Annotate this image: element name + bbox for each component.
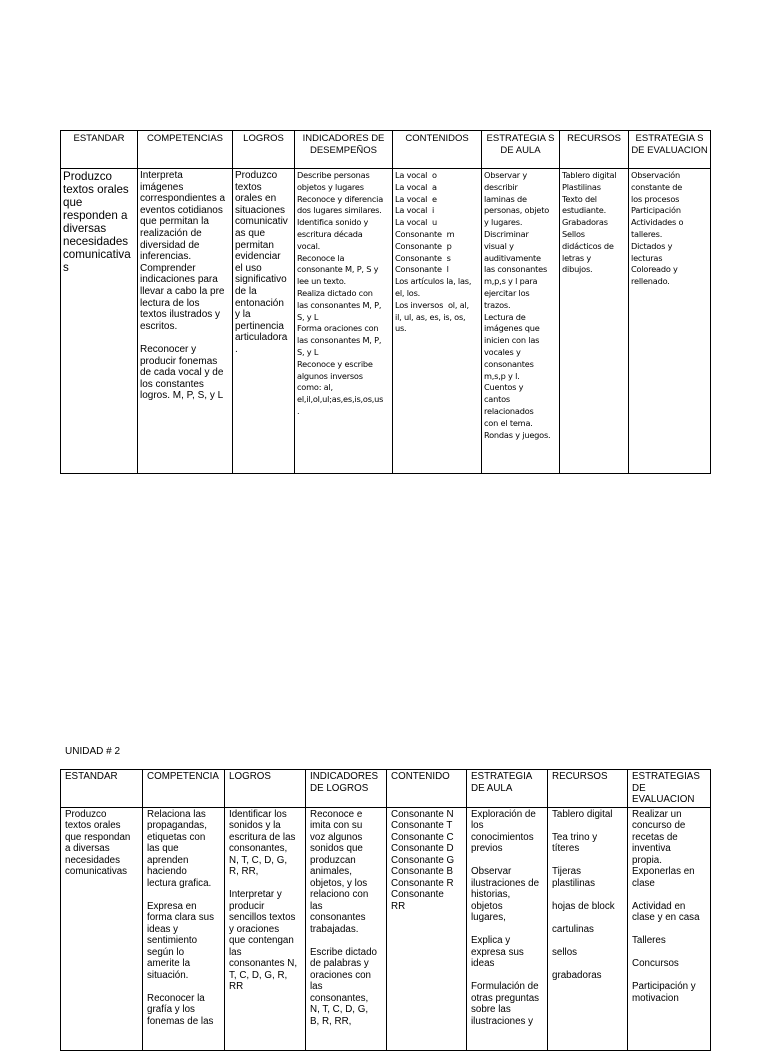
cell-line: propagandas, [147, 820, 207, 831]
cell-line: llevar a cabo la pre [140, 285, 225, 297]
cell-line: Actividad en [632, 900, 686, 912]
cell-line: describir [484, 181, 518, 192]
cell-line: necesidades [63, 235, 129, 248]
table-row [61, 169, 711, 474]
cell-line: las consonantes M, P, [297, 335, 382, 346]
cell-line: forma clara sus [147, 912, 214, 924]
cell-line: imágenes [140, 181, 184, 193]
cell-line: R, RR, [229, 866, 259, 877]
header-estrategia: ESTRATEGIA DE AULA [467, 770, 548, 808]
cell-line: aprenden [147, 854, 189, 866]
cell-line: Consonante N [391, 808, 454, 820]
cell-line: inventiva [632, 843, 671, 854]
header-estandar: ESTANDAR [61, 770, 143, 808]
cell-line: Coloreado y [631, 264, 678, 275]
blank-line [632, 889, 706, 901]
cell-line: correspondientes a [140, 193, 226, 205]
cell-indicadores [295, 169, 393, 474]
cell-line: consonantes [310, 912, 366, 923]
cell-estrategia [467, 807, 548, 1050]
cell-line: etiquetas con [147, 831, 206, 843]
cell-line: La vocal o [395, 170, 437, 180]
blank-line [552, 912, 623, 924]
cell-line: Reconoce e [310, 808, 363, 820]
unit-label: UNIDAD # 2 [65, 746, 121, 757]
cell-line: Consonante p [395, 240, 452, 251]
cell-competencia [143, 807, 225, 1050]
cell-line: Consonante l [395, 264, 449, 275]
cell-line: imágenes que [484, 323, 540, 334]
blank-line [552, 855, 623, 867]
cell-line: Observar y [484, 170, 527, 180]
table-header-row [61, 770, 711, 808]
cell-line: pertinencia [235, 320, 284, 332]
cell-line: el, los. [395, 287, 421, 298]
cell-line: plastilinas [552, 877, 596, 889]
cell-line: S, y L [297, 346, 319, 357]
cell-line: que contengan [229, 935, 294, 947]
cell-line: las [310, 981, 323, 993]
cell-line: fonemas de las [147, 1015, 214, 1027]
cell-line: de la [235, 285, 257, 297]
cell-line: amerite la [147, 958, 191, 970]
cell-line: y lugares. [484, 217, 523, 228]
cell-line: Explica y [471, 935, 511, 947]
header-estrategias-evaluacion: ESTRATEGIA S DE EVALUACION [629, 131, 711, 169]
cell-line: escritos. [140, 320, 178, 332]
cell-line: consonantes [484, 358, 534, 369]
cell-line: los constantes [140, 378, 204, 390]
cell-line: Tablero digital [562, 170, 617, 180]
cell-line: que respondan [65, 831, 131, 843]
cell-line: y oraciones [229, 923, 280, 935]
cell-line: sentimiento [147, 935, 198, 947]
cell-line: as que [235, 227, 266, 239]
cell-line: Consonante m [395, 228, 455, 239]
cell-line: B, R, RR, [310, 1015, 352, 1027]
cell-line: sellos [552, 946, 578, 958]
cell-line: Actividades o [631, 217, 684, 228]
cell-line: algunos inversos [297, 370, 363, 381]
cell-line: animales, [310, 866, 352, 877]
cell-line: eventos cotidianos [140, 204, 223, 216]
cell-estrategias-aula [482, 169, 560, 474]
cell-line: Participación y [632, 981, 696, 993]
cell-contenidos [393, 169, 482, 474]
cell-line: Talleres [632, 935, 666, 947]
header-contenido: CONTENIDO [387, 770, 467, 808]
cell-recursos [560, 169, 629, 474]
cell-line: orales en [235, 193, 277, 205]
cell-line: como: al, [297, 382, 333, 393]
cell-line: Forma oraciones con [297, 323, 379, 334]
cell-line: Comprender [140, 262, 196, 274]
cell-line: lectura de los [140, 297, 200, 309]
cell-line: haciendo [147, 866, 187, 877]
cell-line: Rondas y juegos. [484, 429, 551, 440]
blank-line [632, 924, 706, 936]
cell-line: realización de [140, 227, 202, 239]
cell-line: lugares, [471, 912, 506, 924]
cell-line: y la [235, 309, 251, 321]
cell-line: Reconocer la [147, 992, 205, 1004]
cell-line: Reconoce y escribe [297, 358, 373, 369]
cell-line: consonantes N, [229, 958, 298, 970]
header-competencia: COMPETENCIA [143, 770, 225, 808]
blank-line [147, 981, 220, 993]
cell-recursos [548, 807, 628, 1050]
cell-line: Participación [631, 205, 681, 216]
header-competencias: COMPETENCIAS [138, 131, 233, 169]
blank-line [552, 889, 623, 901]
cell-line: los procesos [631, 193, 680, 204]
cell-line: los [471, 820, 484, 831]
cell-line: RR [391, 900, 406, 912]
cell-line: La vocal u [395, 217, 438, 228]
cell-line: previos [471, 843, 503, 854]
cell-line: articuladora [235, 332, 288, 344]
plan-table-unit-2 [60, 769, 711, 1051]
table-row [61, 807, 711, 1050]
cell-line: Reconoce y diferencia [297, 193, 384, 204]
header-estrategias-aula: ESTRATEGIA S DE AULA [482, 131, 560, 169]
cell-line: . [235, 343, 238, 355]
cell-line: produzcan [310, 854, 356, 866]
cell-line: Cuentos y [484, 382, 524, 393]
header-recursos: RECURSOS [560, 131, 629, 169]
cell-line: de cada vocal y de [140, 367, 224, 379]
cell-line: didácticos de [562, 240, 614, 251]
blank-line [140, 332, 230, 344]
cell-line: relaciono con [310, 889, 369, 900]
cell-line: lecturas [631, 252, 663, 263]
cell-line: constante de [631, 181, 683, 192]
cell-line: Expresa en [147, 900, 197, 912]
blank-line [310, 935, 382, 947]
cell-line: Tea trino y [552, 831, 598, 843]
cell-line: cantos [484, 394, 510, 405]
cell-line: producir fonemas [140, 355, 218, 367]
cell-line: N, T, C, D, G, [229, 854, 288, 866]
cell-line: conocimientos [471, 831, 534, 843]
cell-line: dibujos. [562, 264, 593, 275]
cell-line: S, y L [297, 311, 319, 322]
cell-line: clase [632, 877, 655, 889]
cell-line: laminas de [484, 193, 527, 204]
cell-line: comunicativa [63, 248, 131, 261]
cell-line: las consonantes [484, 264, 548, 275]
cell-line: sencillos textos [229, 912, 296, 924]
cell-line: talleres. [631, 228, 663, 239]
cell-line: recetas de [632, 831, 678, 843]
cell-line: comunicativas [65, 866, 128, 877]
cell-line: Produzco [63, 170, 112, 183]
cell-line: rellenado. [631, 276, 670, 287]
blank-line [552, 935, 623, 947]
cell-line: Concursos [632, 958, 679, 970]
cell-line: Consonante D [391, 843, 454, 854]
cell-line: Produzco [235, 170, 278, 181]
cell-evaluacion [628, 807, 711, 1050]
cell-line: ejercitar los [484, 287, 530, 298]
cell-line: personas, objeto [484, 205, 550, 216]
blank-line [552, 820, 623, 832]
cell-line: concurso de [632, 820, 686, 831]
cell-line: Interpreta [140, 170, 183, 181]
cell-line: voz algunos [310, 831, 363, 843]
cell-line: Realizar un [632, 808, 682, 820]
cell-line: textos orales [63, 183, 129, 196]
cell-line: las que [147, 843, 179, 854]
header-recursos: RECURSOS [548, 770, 628, 808]
cell-line: el uso [235, 262, 262, 274]
cell-line: necesidades [65, 854, 121, 866]
header-logros: LOGROS [225, 770, 306, 808]
cell-line: ideas y [147, 923, 179, 935]
cell-line: Consonante C [391, 831, 454, 843]
cell-line: Dictados y [631, 240, 673, 251]
cell-line: objetos [471, 900, 503, 912]
header-logros: LOGROS [233, 131, 295, 169]
cell-line: responden a [63, 209, 128, 222]
blank-line [471, 924, 543, 936]
cell-line: permitan [235, 239, 274, 251]
header-indicadores: INDICADORES DE DESEMPEÑOS [295, 131, 393, 169]
cell-line: Consonante B [391, 866, 454, 877]
header-indicadores: INDICADORES DE LOGROS [306, 770, 387, 808]
cell-line: las [310, 900, 323, 912]
cell-line: historias, [471, 889, 511, 901]
cell-line: Discriminar [484, 228, 529, 239]
cell-line: estudiante. [562, 205, 607, 216]
cell-line: comunicativ [235, 216, 288, 228]
cell-line: Reconoce la [297, 252, 345, 263]
cell-line: grafía y los [147, 1004, 195, 1016]
cell-line: las [229, 946, 242, 958]
plan-table-unit-1 [60, 130, 711, 474]
blank-line [632, 970, 706, 982]
cell-line: ilustraciones y [471, 1015, 534, 1027]
blank-line [552, 958, 623, 970]
cell-line: Identifica sonido y [297, 217, 369, 228]
cell-line: oraciones con [310, 969, 371, 981]
cell-line: objetos y lugares [297, 181, 364, 192]
cell-line: m,p,s y l para [484, 276, 538, 287]
cell-line: Observar [471, 866, 512, 878]
cell-line: Formulación de [471, 981, 539, 993]
cell-line: de palabras y [310, 958, 369, 970]
cell-estandar [61, 169, 138, 474]
cell-line: evidenciar [235, 251, 281, 263]
header-contenidos: CONTENIDOS [393, 131, 482, 169]
cell-line: textos ilustrados y [140, 309, 221, 321]
cell-line: sonidos que [310, 843, 363, 854]
cell-line: propia. [632, 854, 662, 866]
cell-line: Relaciona las [147, 808, 206, 820]
cell-line: diversas [63, 222, 107, 235]
cell-logros [233, 169, 295, 474]
cell-line: diversidad de [140, 239, 200, 251]
cell-line: T, C, D, G, R, [229, 969, 288, 981]
cell-line: Grabadoras [562, 217, 608, 228]
cell-line: Texto del [562, 193, 597, 204]
cell-indicadores [306, 807, 387, 1050]
cell-line: . [297, 405, 300, 416]
header-evaluacion: ESTRATEGIAS DE EVALUACION [628, 770, 711, 808]
cell-line: Escribe dictado [310, 946, 377, 958]
cell-line: motivacion [632, 992, 679, 1004]
cell-line: logros. M, P, S, y L [140, 390, 224, 402]
cell-line: que [63, 196, 83, 209]
blank-line [229, 878, 301, 890]
cell-line: cartulinas [552, 923, 594, 935]
cell-line: textos [235, 181, 262, 193]
cell-line: inferencias. [140, 251, 192, 263]
cell-line: títeres [552, 843, 580, 855]
cell-logros [225, 807, 306, 1050]
cell-line: entonación [235, 297, 284, 309]
cell-line: m,s,p y l. [484, 370, 520, 381]
cell-line: significativo [235, 274, 287, 286]
cell-line: a diversas [65, 843, 110, 854]
cell-line: clase y en casa [632, 912, 700, 924]
cell-line: Exponerlas en [632, 866, 695, 877]
blank-line [471, 855, 543, 867]
cell-line: vocal. [297, 240, 321, 251]
cell-line: sobre las [471, 1004, 511, 1016]
cell-line: inicien con las [484, 335, 540, 346]
cell-estrategias-evaluacion [629, 169, 711, 474]
cell-line: RR [229, 981, 244, 993]
cell-line: sonidos y la [229, 820, 281, 831]
cell-line: según lo [147, 946, 185, 958]
cell-line: trazos. [484, 299, 511, 310]
cell-line: Tijeras [552, 866, 582, 878]
cell-line: il, ul, as, es, is, os, [395, 311, 466, 322]
cell-line: dos lugares similares. [297, 205, 382, 216]
cell-line: escritura de las [229, 831, 296, 843]
cell-line: vocales y [484, 346, 521, 357]
cell-line: Plastilinas [562, 181, 601, 192]
cell-line: Observación [631, 170, 680, 180]
cell-line: hojas de block [552, 900, 615, 912]
cell-line: situaciones [235, 204, 286, 216]
cell-line: Tablero digital [552, 808, 613, 820]
cell-line: situación. [147, 969, 189, 981]
cell-line: imita con su [310, 820, 363, 831]
cell-line: Lectura de [484, 311, 526, 322]
cell-line: visual y [484, 240, 514, 251]
cell-line: Sellos [562, 228, 585, 239]
cell-line: Realiza dictado con [297, 287, 373, 298]
cell-competencias [138, 169, 233, 474]
cell-line: letras y [562, 252, 592, 263]
cell-line: Interpretar y [229, 889, 282, 901]
cell-line: textos orales [65, 820, 121, 831]
cell-estandar [61, 807, 143, 1050]
cell-line: s [63, 261, 69, 274]
cell-line: expresa sus [471, 946, 524, 958]
cell-line: Produzco [65, 808, 107, 820]
cell-line: Consonante G [391, 854, 455, 866]
cell-line: consonantes, [229, 843, 288, 854]
cell-line: Identificar los [229, 808, 287, 820]
cell-line: Reconocer y [140, 343, 197, 355]
cell-line: Consonante [391, 889, 444, 900]
cell-line: lee un texto. [297, 276, 346, 287]
cell-line: La vocal i [395, 205, 435, 216]
blank-line [632, 947, 706, 959]
cell-line: otras preguntas [471, 992, 540, 1004]
cell-line: Los artículos la, las, [395, 276, 472, 287]
cell-line: grabadoras [552, 970, 602, 982]
cell-line: trabajadas. [310, 923, 359, 935]
cell-line: Consonante s [395, 252, 451, 263]
cell-line: ilustraciones de [471, 877, 540, 889]
cell-line: indicaciones para [140, 274, 218, 286]
table-header-row [61, 131, 711, 169]
cell-line: relacionados [484, 405, 534, 416]
cell-line: La vocal a [395, 181, 437, 192]
cell-line: ideas [471, 958, 495, 970]
cell-line: objetos, y los [310, 877, 368, 889]
cell-line: auditivamente [484, 252, 541, 263]
cell-line: Exploración de [471, 808, 536, 820]
blank-line [471, 970, 543, 982]
cell-line: us. [395, 323, 407, 334]
cell-line: Describe personas [297, 170, 370, 180]
cell-line: producir [229, 900, 265, 912]
cell-line: que permitan la [140, 216, 209, 228]
cell-line: con el tema. [484, 417, 533, 428]
cell-line: Consonante T [391, 820, 453, 831]
cell-line: escritura década [297, 228, 363, 239]
cell-line: el,il,ol,ul;as,es,is,os,us [297, 394, 384, 405]
cell-line: La vocal e [395, 193, 437, 204]
cell-contenido [387, 807, 467, 1050]
blank-line [147, 889, 220, 901]
cell-line: Los inversos ol, al, [395, 299, 469, 310]
cell-line: N, T, C, D, G, [310, 1004, 369, 1016]
header-estandar: ESTANDAR [61, 131, 138, 169]
cell-line: consonante M, P, S y [297, 264, 379, 275]
cell-line: las consonantes M, P, [297, 299, 382, 310]
cell-line: Consonante R [391, 877, 454, 889]
cell-line: lectura grafica. [147, 877, 212, 889]
cell-line: consonantes, [310, 992, 369, 1004]
